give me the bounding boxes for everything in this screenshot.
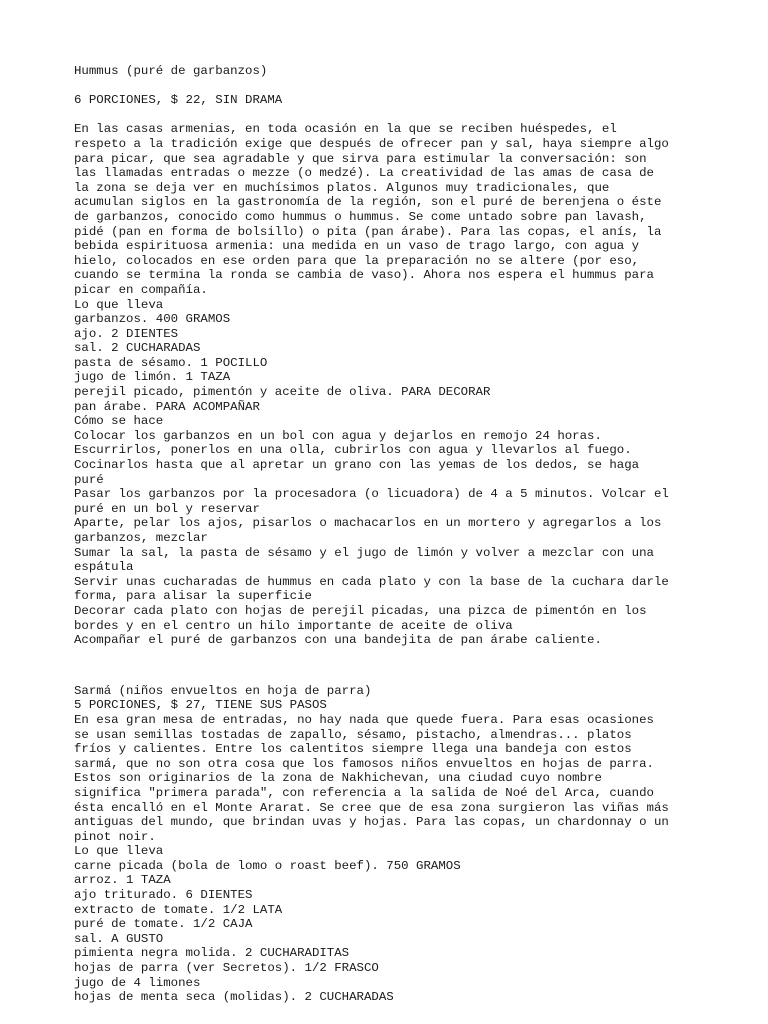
step-line: Colocar los garbanzos en un bol con agua y dejarlos en remojo 24 horas. — [74, 428, 602, 443]
document-page — [74, 64, 754, 1005]
ingredient-item: ajo triturado. 6 DIENTES — [74, 888, 253, 903]
hummus-ingredients-list — [74, 312, 754, 414]
sarma-title: Sarmá (niños envueltos en hoja de parra) — [74, 683, 372, 698]
hummus-intro-line: pidé (pan en forma de bolsillo) o pita (pan árabe). Para las copas, el anís, la — [74, 224, 662, 239]
sarma-ingredients-heading: Lo que lleva — [74, 844, 164, 859]
ingredient-item: pimienta negra molida. 2 CUCHARADITAS — [74, 946, 350, 961]
sarma-intro-line: fríos y calientes. Entre los calentitos siempre llega una bandeja con estos — [74, 742, 632, 757]
sarma-intro-line: sarmá, que no son otra cosa que los famosos niños envueltos en hojas de parra. — [74, 756, 654, 771]
step-line: forma, para alisar la superficie — [74, 589, 312, 604]
hummus-intro-line: la zona se deja ver en muchísimos platos. Algunos muy tradicionales, que — [74, 180, 610, 195]
step-line: Escurrirlos, ponerlos en una olla, cubrirlos con agua y llevarlos al fuego. — [74, 443, 632, 458]
ingredient-item: jugo de limón. 1 TAZA — [74, 370, 231, 385]
hummus-intro-line: de garbanzos, conocido como hummus o hummus. Se come untado sobre pan lavash, — [74, 209, 647, 224]
ingredient-item: puré de tomate. 1/2 CAJA — [74, 917, 253, 932]
step-line: puré en un bol y reservar — [74, 501, 260, 516]
ingredient-item: hojas de parra (ver Secretos). 1/2 FRASCO — [74, 961, 379, 976]
ingredient-item: extracto de tomate. 1/2 LATA — [74, 902, 283, 917]
sarma-subtitle: 5 PORCIONES, $ 27, TIENE SUS PASOS — [74, 698, 327, 713]
sarma-ingredients-list — [74, 859, 754, 1005]
hummus-steps-heading: Cómo se hace — [74, 414, 164, 429]
hummus-ingredients-heading: Lo que lleva — [74, 297, 164, 312]
sarma-intro-line: se usan semillas tostadas de zapallo, sésamo, pistacho, almendras... platos — [74, 727, 632, 742]
ingredient-item: garbanzos. 400 GRAMOS — [74, 312, 231, 327]
sarma-intro-line: pinot noir. — [74, 829, 156, 844]
ingredient-item: jugo de 4 limones — [74, 975, 201, 990]
sarma-intro-line: En esa gran mesa de entradas, no hay nada que quede fuera. Para esas ocasiones — [74, 712, 654, 727]
step-line: puré — [74, 472, 104, 487]
step-line: Aparte, pelar los ajos, pisarlos o machacarlos en un mortero y agregarlos a los — [74, 516, 662, 531]
step-line: Acompañar el puré de garbanzos con una bandejita de pan árabe caliente. — [74, 633, 602, 648]
sarma-intro-line: antiguas del mundo, que brindan uvas y hojas. Para las copas, un chardonnay o un — [74, 815, 669, 830]
sarma-intro-line: Estos son originarios de la zona de Nakhichevan, una ciudad cuyo nombre — [74, 771, 602, 786]
hummus-steps-list — [74, 429, 754, 648]
step-line: bordes y en el centro un hilo importante de aceite de oliva — [74, 618, 513, 633]
ingredient-item: perejil picado, pimentón y aceite de oliva. PARA DECORAR — [74, 385, 491, 400]
hummus-intro-line: hielo, colocados en ese orden para que la preparación no se altere (por eso, — [74, 253, 640, 268]
step-line: Decorar cada plato con hojas de perejil picadas, una pizca de pimentón en los — [74, 603, 647, 618]
step-line: espátula — [74, 560, 134, 575]
sarma-intro-line: ésta encalló en el Monte Ararat. Se cree que de esa zona surgieron las viñas más — [74, 800, 669, 815]
hummus-intro-line: cuando se termina la ronda se cambia de vaso). Ahora nos espera el hummus para — [74, 268, 654, 283]
ingredient-item: hojas de menta seca (molidas). 2 CUCHARADAS — [74, 990, 394, 1005]
hummus-intro-line: bebida espirituosa armenia: una medida en un vaso de trago largo, con agua y — [74, 239, 640, 254]
hummus-title: Hummus (puré de garbanzos) — [74, 64, 268, 78]
step-line: Sumar la sal, la pasta de sésamo y el jugo de limón y volver a mezclar con una — [74, 545, 654, 560]
hummus-intro — [74, 122, 754, 297]
ingredient-item: carne picada (bola de lomo o roast beef). 750 GRAMOS — [74, 858, 461, 873]
ingredient-item: ajo. 2 DIENTES — [74, 326, 179, 341]
step-line: garbanzos, mezclar — [74, 531, 208, 545]
step-line: Pasar los garbanzos por la procesadora (o licuadora) de 4 a 5 minutos. Volcar el — [74, 487, 669, 502]
step-line: Servir unas cucharadas de hummus en cada plato y con la base de la cuchara darle — [74, 574, 669, 589]
hummus-intro-line: para picar, que sea agradable y que sirva para estimular la conversación: son — [74, 151, 647, 166]
hummus-intro-line: En las casas armenias, en toda ocasión en la que se reciben huéspedes, el — [74, 122, 617, 137]
hummus-intro-line: respeto a la tradición exige que después de ofrecer pan y sal, haya siempre algo — [74, 136, 669, 151]
ingredient-item: pasta de sésamo. 1 POCILLO — [74, 355, 268, 370]
step-line: Cocinarlos hasta que al apretar un grano con las yemas de los dedos, se haga — [74, 458, 640, 473]
sarma-intro-line: significa "primera parada", con referencia a la salida de Noé del Arca, cuando — [74, 785, 654, 800]
ingredient-item: sal. 2 CUCHARADAS — [74, 341, 201, 356]
hummus-subtitle: 6 PORCIONES, $ 22, SIN DRAMA — [74, 93, 283, 108]
hummus-intro-line: acumulan siglos en la gastronomía de la región, son el puré de berenjena o éste — [74, 195, 662, 210]
ingredient-item: arroz. 1 TAZA — [74, 873, 171, 888]
sarma-intro — [74, 713, 754, 844]
hummus-intro-line: las llamadas entradas o mezze (o medzé). La creatividad de las amas de casa de — [74, 166, 654, 181]
hummus-intro-line: picar en compañía. — [74, 282, 208, 297]
ingredient-item: pan árabe. PARA ACOMPAÑAR — [74, 399, 260, 414]
ingredient-item: sal. A GUSTO — [74, 931, 164, 946]
